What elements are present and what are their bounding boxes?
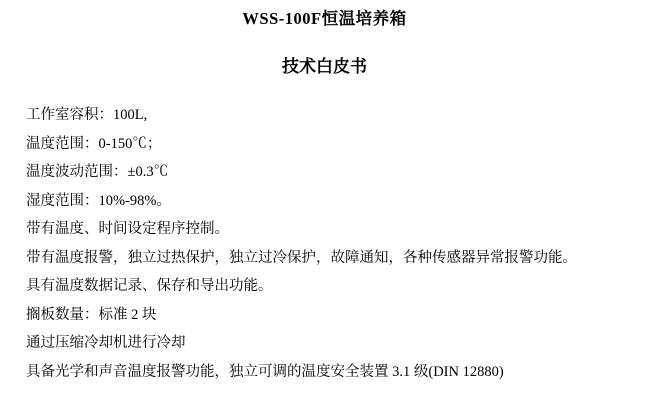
spec-line: 温度波动范围：±0.3℃ (26, 164, 169, 180)
spec-line: 带有温度、时间设定程序控制。 (26, 221, 229, 237)
document-title: WSS-100F恒温培养箱 (242, 9, 407, 28)
spec-line: 具备光学和声音温度报警功能，独立可调的温度安全装置 3.1 级(DIN 12880) (26, 363, 504, 380)
document-subtitle: 技术白皮书 (282, 57, 367, 76)
spec-line: 湿度范围：10%-98%。 (26, 192, 171, 209)
spec-line: 通过压缩冷却机进行冷却 (26, 335, 186, 351)
spec-line: 温度范围：0-150℃； (26, 135, 162, 152)
document-body (0, 79, 649, 386)
spec-line: 具有温度数据记录、保存和导出功能。 (26, 278, 273, 294)
spec-line: 带有温度报警，独立过热保护，独立过冷保护，故障通知，各种传感器异常报警功能。 (26, 249, 577, 266)
spec-line: 工作室容积：100L, (26, 107, 148, 123)
spec-line: 搁板数量：标准 2 块 (26, 306, 157, 323)
